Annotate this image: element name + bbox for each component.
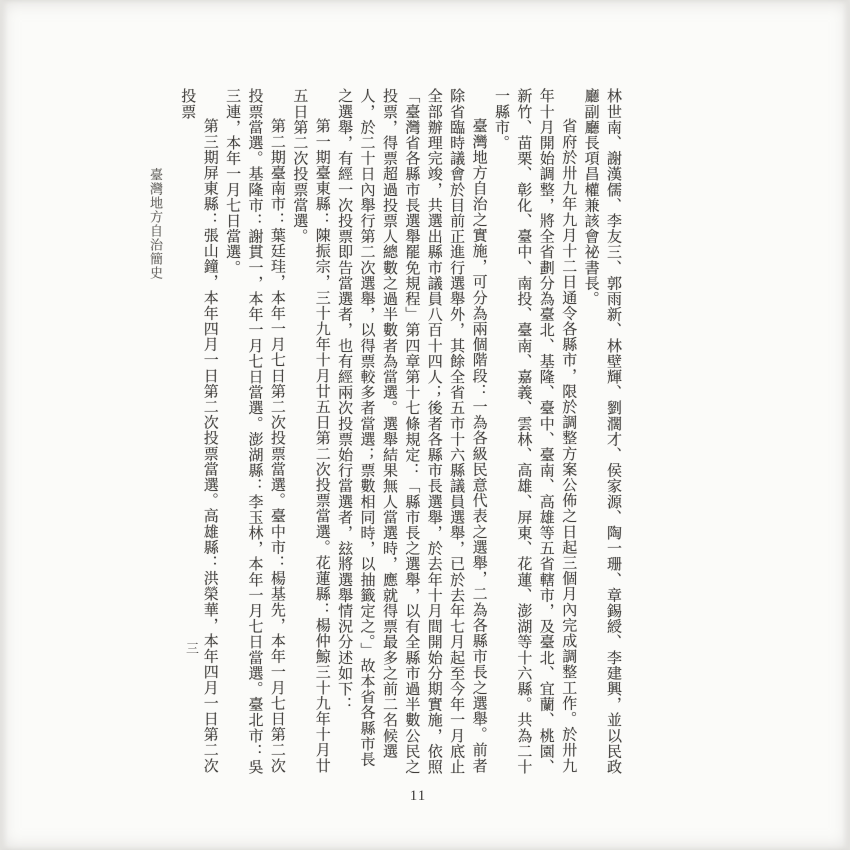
paragraph-administrative-adjustment: 省府於卅九年九月十二日通令各縣市，限於調整方案公佈之日起三個月內完成調整工作。於卅九年十月開始調整，將全省劃分為臺北、基隆、臺中、臺南、高雄等五省轄市，及臺北、宜蘭、桃園、新竹、苗栗、彰化、臺中、南投、臺南、嘉義、雲林、高雄、屏東、花蓮、澎湖等十六縣。共為二十一縣市。 [492,88,577,775]
running-title: 臺灣地方自治簡史 [148,168,163,280]
scan-edge-shadow-left [0,0,8,850]
scan-edge-shadow-right [842,0,850,850]
body-text [176,88,624,778]
paragraph-phase-three-results: 第三期屏東縣：張山鐘，本年四月一日第二次投票當選。高雄縣：洪榮華，本年四月一日第二次投票 [179,88,218,774]
paragraph-phase-one-results: 第一期臺東縣：陳振宗，三十九年十月廿五日第二次投票當選。花蓮縣：楊仲鯨三十九年十月廿五日第二次投票當選。 [291,88,330,774]
page-number: 11 [409,788,427,804]
paragraph-committee-members: 林世南、謝漢儒、李友三、郭雨新、林壁輝、劉濶才、侯家源、陶一珊、章錫綬、李建興，並以民政廳副廳長項昌權兼該會祕書長。 [582,88,621,775]
section-marker: 三 [186,641,200,656]
paragraph-election-regulations: 臺灣地方自治之實施，可分為兩個階段：一為各級民意代表之選舉，二為各縣市長之選舉。前者除省臨時議會於目前正進行選舉外，其餘全省五市十六縣議員選舉，已於去年七月起至今年一月底止全部辦理完竣，共選出縣市議員八百十四人；後者各縣市長選舉，於去年十月間開始分期實施，依照「臺灣省各縣市長選舉罷免規程」第四章第十七條規定：「縣市長之選舉，以有全縣市過半數公民之投票，得票超過投票人總數之過半數者為當選。選舉結果無人當選時，應就得票最多之前二名候選人，於二十日內舉行第二次選舉，以得票較多者當選；票數相同時，以抽籤定之。」故本省各縣市長之選舉，有經一次投票即告當選者，也有經兩次投票始行當選者，玆將選舉情況分述如下： [336,88,487,775]
paragraph-phase-two-results: 第二期臺南市：葉廷珪，本年一月七日第二次投票當選。臺中市：楊基先，本年一月七日第二次投票當選。基隆市：謝貫一，本年一月七日當選。澎湖縣：李玉林，本年一月七日當選。臺北市：吳三連，本年一月七日當選。 [224,88,285,775]
